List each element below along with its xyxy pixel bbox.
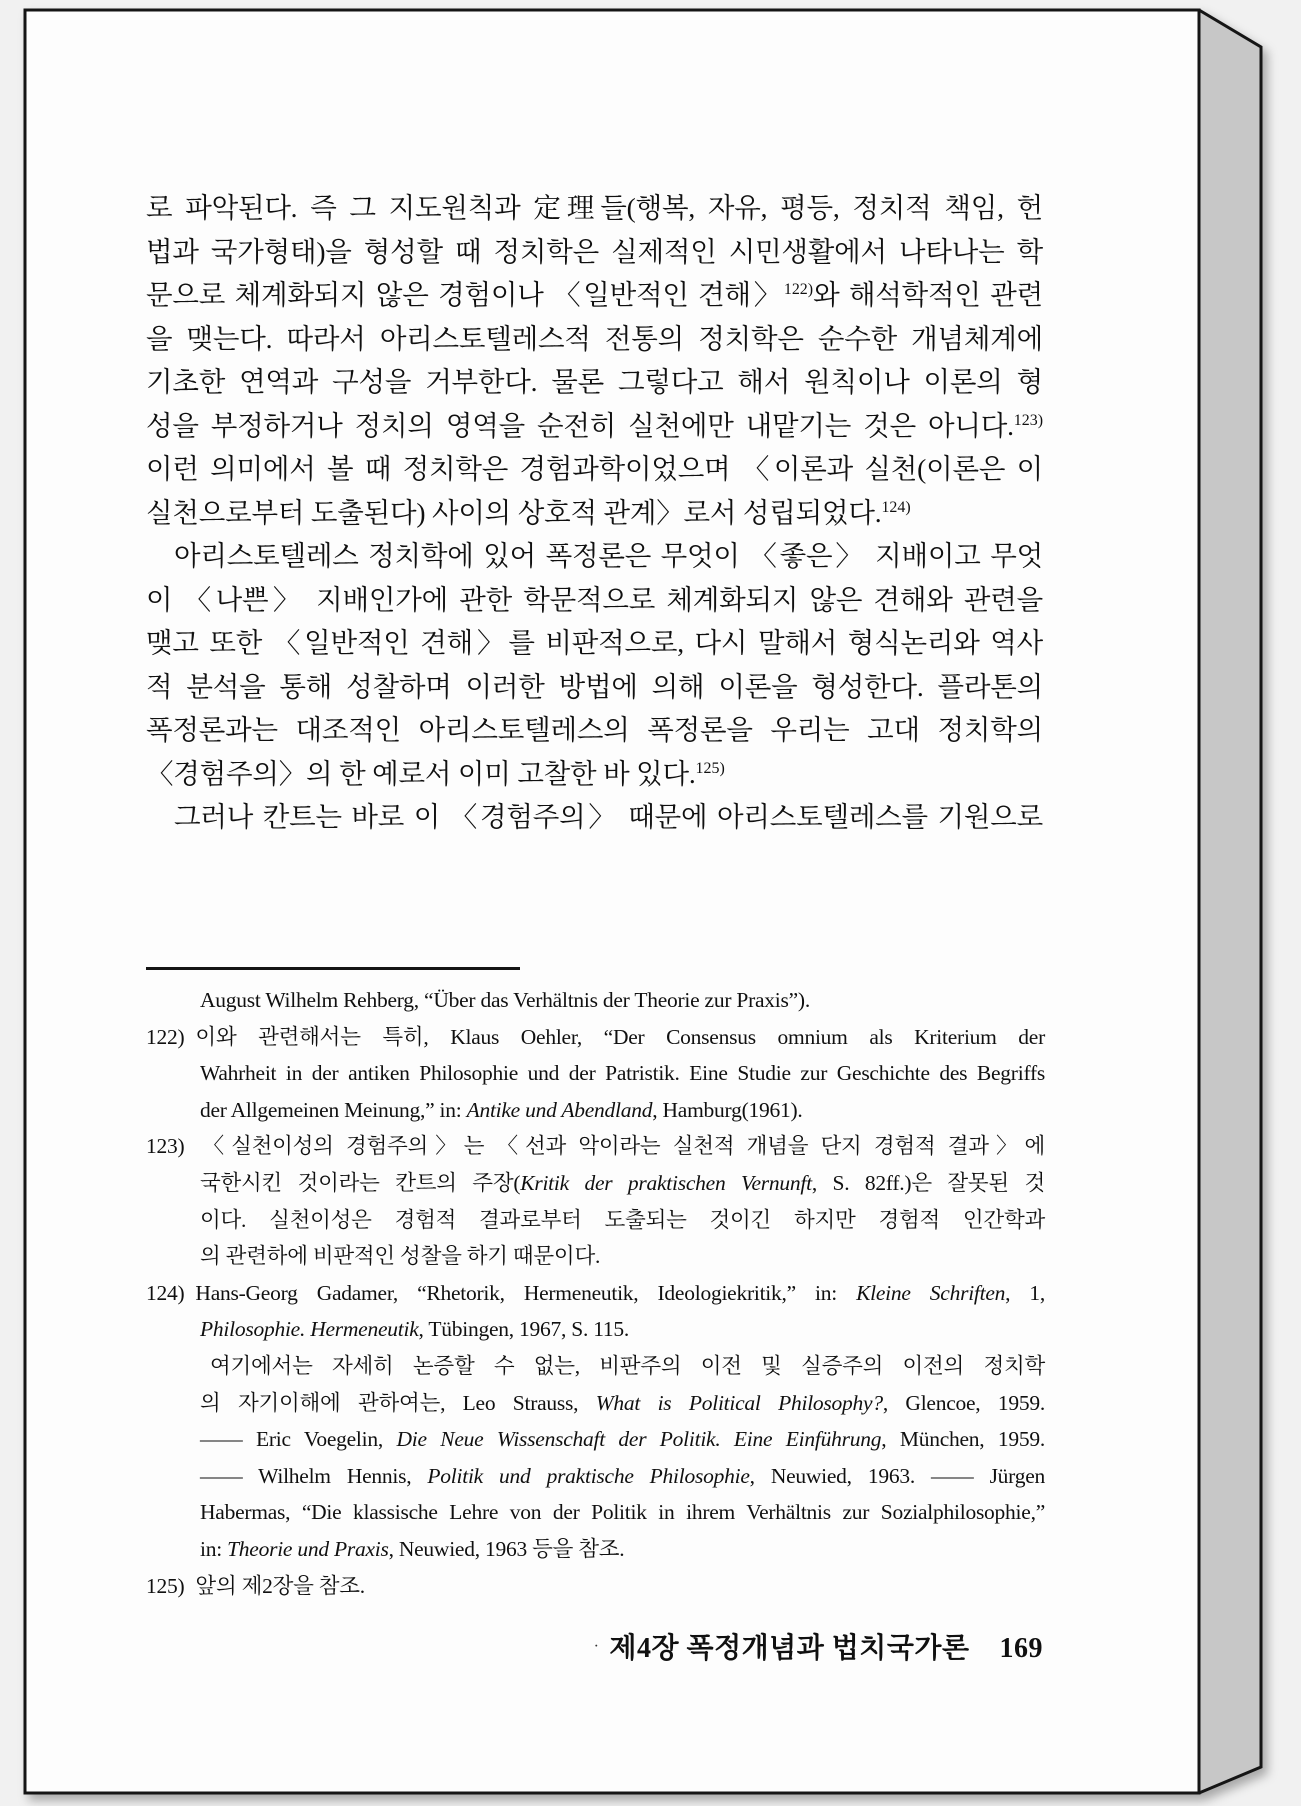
citation-title: What is Political Philosophy? bbox=[595, 1390, 883, 1415]
page-number: 169 bbox=[999, 1633, 1043, 1664]
footnote-line bbox=[146, 1202, 1045, 1239]
footnote-line bbox=[146, 1165, 1045, 1202]
body-line bbox=[146, 360, 1043, 404]
body-text: 기초한 연역과 구성을 거부한다. 물론 그렇다고 해서 원칙이나 이론의 형 bbox=[146, 366, 1043, 397]
footnote-ref: 124) bbox=[881, 498, 911, 516]
body-text: 문으로 체계화되지 않은 경험이나 〈일반적인 견해〉 bbox=[146, 279, 784, 310]
footnote-text: , S. 82ff.)은 잘못된 것 bbox=[811, 1170, 1045, 1195]
footnote-label: 124) bbox=[146, 1280, 185, 1305]
body-line bbox=[146, 752, 1043, 796]
footnote-text: Habermas, “Die klassische Lehre von der Politik in ihrem Verhältnis zur Sozialphilosophie,” bbox=[200, 1500, 1045, 1525]
body-line bbox=[146, 230, 1043, 274]
body-line bbox=[146, 621, 1043, 665]
body-line bbox=[146, 534, 1043, 578]
footnote-label: 125) bbox=[146, 1573, 185, 1598]
citation-title: Politik und praktische Philosophie bbox=[427, 1463, 750, 1488]
body-line bbox=[146, 317, 1043, 361]
footnote-text: 의 자기이해에 관하여는, Leo Strauss, bbox=[200, 1390, 596, 1415]
footnote-text: August Wilhelm Rehberg, “Über das Verhältnis der Theorie zur Praxis”). bbox=[200, 988, 810, 1012]
body-text: 성을 부정하거나 정치의 영역을 순전히 실천에만 내맡기는 것은 아니다. bbox=[146, 409, 1014, 441]
body-text: 폭정론과는 대조적인 아리스토텔레스의 폭정론을 우리는 고대 정치학의 bbox=[146, 714, 1043, 745]
body-text: 실천으로부터 도출된다) 사이의 상호적 관계〉로서 성립되었다. bbox=[146, 496, 882, 528]
body-line bbox=[146, 708, 1043, 752]
footnote-separator bbox=[146, 967, 520, 970]
footnote-line bbox=[146, 1055, 1045, 1092]
footnote-text: , Tübingen, 1967, S. 115. bbox=[418, 1317, 630, 1342]
footnote-text: 앞의 제2장을 참조. bbox=[195, 1573, 365, 1598]
footnote-text: , Neuwied, 1963. —— Jürgen bbox=[749, 1463, 1045, 1488]
body-text: 〈경험주의〉의 한 예로서 이미 고찰한 바 있다. bbox=[146, 757, 696, 789]
page-footer bbox=[146, 1626, 1043, 1666]
footnote-text: der Allgemeinen Meinung,” in: bbox=[200, 1097, 467, 1122]
body-line bbox=[146, 186, 1043, 230]
footer-dot: · bbox=[593, 1638, 600, 1655]
body-line bbox=[146, 665, 1043, 709]
footnote-text: , Neuwied, 1963 등을 참조. bbox=[388, 1536, 625, 1561]
footnote-line bbox=[146, 1238, 1045, 1275]
footnote-text: , 1, bbox=[1005, 1280, 1046, 1305]
body-line bbox=[146, 578, 1043, 622]
footnote-text: 의 관련하에 비판적인 성찰을 하기 때문이다. bbox=[200, 1244, 601, 1269]
footnote-text: 이와 관련해서는 특히, Klaus Oehler, “Der Consensus omnium als Kriterium der bbox=[195, 1024, 1045, 1049]
footnote-text: Wahrheit in der antiken Philosophie und der Patristik. Eine Studie zur Geschichte des Begriffs bbox=[200, 1061, 1045, 1086]
body-text: 이런 의미에서 볼 때 정치학은 경험과학이었으며 〈이론과 실천(이론은 이 bbox=[146, 453, 1043, 484]
footnotes bbox=[146, 982, 1045, 1604]
body-text: 이 〈나쁜〉 지배인가에 관한 학문적으로 체계화되지 않은 견해와 관련을 bbox=[146, 583, 1043, 615]
footnote-text: , München, 1959. bbox=[881, 1427, 1046, 1452]
footnote-text: 〈실천이성의 경험주의〉는 〈선과 악이라는 실천적 개념을 단지 경험적 결과〉에 bbox=[195, 1134, 1045, 1159]
body-line bbox=[146, 447, 1043, 491]
body-text: 맺고 또한 〈일반적인 견해〉를 비판적으로, 다시 말해서 형식논리와 역사 bbox=[146, 627, 1043, 658]
footnote-text: , Hamburg(1961). bbox=[652, 1097, 803, 1122]
footnote-text: , Glencoe, 1959. bbox=[882, 1390, 1045, 1415]
footnote-text: Hans-Georg Gadamer, “Rhetorik, Hermeneutik, Ideologiekritik,” in: bbox=[195, 1280, 857, 1305]
footnote-text: 이다. 실천이성은 경험적 결과로부터 도출되는 것이긴 하지만 경험적 인간학과 bbox=[200, 1207, 1045, 1232]
footnote-ref: 123) bbox=[1013, 411, 1043, 429]
footnote-line bbox=[146, 1128, 1045, 1165]
footnote-text: 국한시킨 것이라는 칸트의 주장( bbox=[200, 1170, 521, 1195]
footnote-ref: 125) bbox=[695, 759, 725, 777]
footnote-line bbox=[146, 1019, 1045, 1056]
footnote-ref: 122) bbox=[783, 280, 814, 298]
footnote-line bbox=[146, 1531, 1045, 1568]
footnote-line bbox=[146, 1568, 1045, 1605]
footnote-line bbox=[146, 982, 1045, 1019]
body-text: 와 해석학적인 관련 bbox=[813, 279, 1043, 310]
footnote-line bbox=[146, 1494, 1045, 1531]
footnote-text: in: bbox=[200, 1536, 228, 1561]
footnote-line bbox=[146, 1275, 1045, 1312]
footnote-line bbox=[146, 1348, 1045, 1385]
footnote-line bbox=[146, 1092, 1045, 1129]
body-line bbox=[146, 273, 1043, 317]
body-text: 을 맺는다. 따라서 아리스토텔레스적 전통의 정치학은 순수한 개념체계에 bbox=[146, 322, 1043, 354]
main-text bbox=[146, 186, 1043, 839]
citation-title: Theorie und Praxis bbox=[227, 1536, 389, 1561]
footnote-label: 123) bbox=[146, 1134, 185, 1159]
body-line bbox=[146, 491, 1043, 535]
citation-title: Kleine Schriften bbox=[856, 1280, 1006, 1305]
body-line bbox=[146, 795, 1043, 839]
footnote-line bbox=[146, 1311, 1045, 1348]
footnote-line bbox=[146, 1458, 1045, 1495]
citation-title: Die Neue Wissenschaft der Politik. Eine Einführung bbox=[396, 1427, 882, 1452]
body-line bbox=[146, 404, 1043, 448]
body-text: 로 파악된다. 즉 그 지도원칙과 定理들(행복, 자유, 평등, 정치적 책임, 헌 bbox=[146, 192, 1043, 223]
citation-title: Antike und Abendland bbox=[466, 1097, 653, 1122]
body-text: 그러나 칸트는 바로 이 〈경험주의〉 때문에 아리스토텔레스를 기원으로 bbox=[174, 801, 1043, 832]
footnote-line bbox=[146, 1385, 1045, 1422]
footnote-text: 여기에서는 자세히 논증할 수 없는, 비판주의 이전 및 실증주의 이전의 정치학 bbox=[210, 1353, 1045, 1378]
chapter-title: 제4장 폭정개념과 법치국가론 bbox=[609, 1633, 970, 1664]
body-text: 적 분석을 통해 성찰하며 이러한 방법에 의해 이론을 형성한다. 플라톤의 bbox=[146, 670, 1043, 702]
footnote-text: —— Wilhelm Hennis, bbox=[200, 1463, 428, 1488]
footnote-text: —— Eric Voegelin, bbox=[200, 1427, 397, 1452]
citation-title: Philosophie. Hermeneutik bbox=[200, 1317, 419, 1342]
footnote-line bbox=[146, 1421, 1045, 1458]
body-text: 법과 국가형태)을 형성할 때 정치학은 실제적인 시민생활에서 나타나는 학 bbox=[146, 235, 1043, 267]
footnote-label: 122) bbox=[146, 1024, 185, 1049]
citation-title: Kritik der praktischen Vernunft bbox=[520, 1170, 812, 1195]
body-text: 아리스토텔레스 정치학에 있어 폭정론은 무엇이 〈좋은〉 지배이고 무엇 bbox=[174, 540, 1043, 571]
